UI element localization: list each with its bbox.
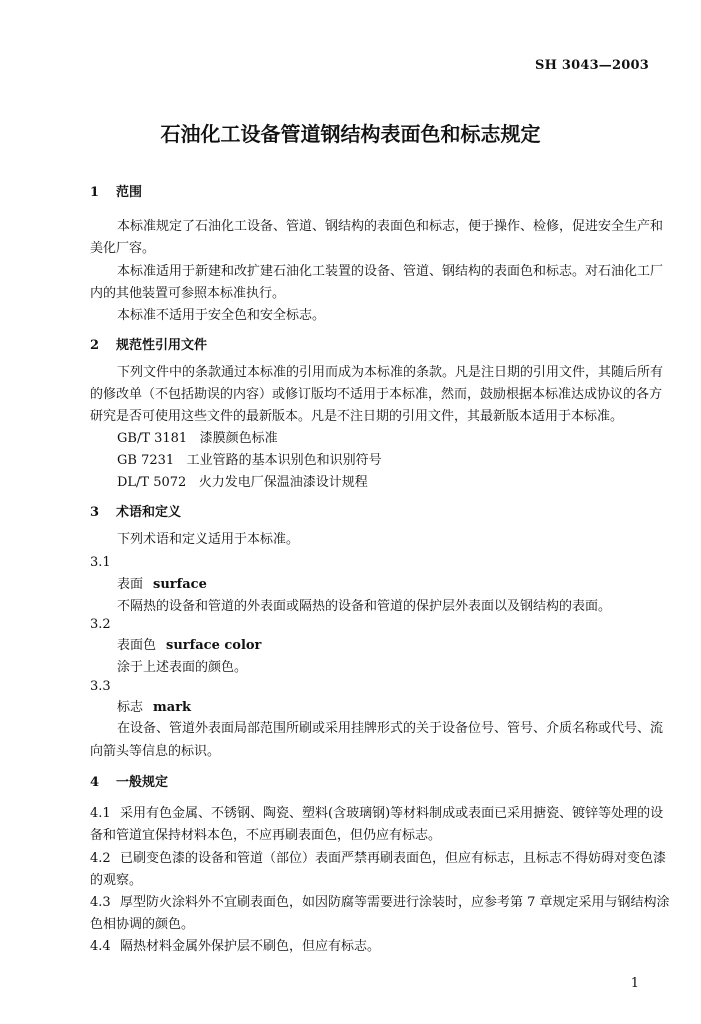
term-chinese: 表面 xyxy=(117,577,144,592)
reference-code: DL/T 5072 xyxy=(117,475,187,490)
section-1-heading xyxy=(90,185,652,201)
term-chinese: 标志 xyxy=(117,700,144,715)
section-4-heading xyxy=(90,775,652,791)
page-title: 石油化工设备管道钢结构表面色和标志规定 xyxy=(160,122,541,146)
section-number: 1 xyxy=(90,185,100,200)
paragraph-line: 下列文件中的条款通过本标准的引用而成为本标准的条款。凡是注日期的引用文件，其随后所有 xyxy=(117,365,664,380)
paragraph-line: 的修改单（不包括勘误的内容）或修订版均不适用于本标准，然而，鼓励根据本标准达成协议的各方 xyxy=(90,387,663,402)
term-chinese: 表面色 xyxy=(117,638,157,653)
clause-item xyxy=(90,895,670,911)
term-entry xyxy=(117,700,652,716)
clause-text: 色相协调的颜色。 xyxy=(90,917,195,932)
reference-item xyxy=(117,431,679,447)
paragraph-line: 美化厂容。 xyxy=(90,241,156,256)
clause-number: 3.2 xyxy=(90,617,111,632)
section-2-heading xyxy=(90,338,652,354)
paragraph-line: 研究是否可使用这些文件的最新版本。凡是不注日期的引用文件，其最新版本适用于本标准。 xyxy=(90,409,624,424)
section-number: 3 xyxy=(90,505,100,520)
clause-text: 隔热材料金属外保护层不刷色，但应有标志。 xyxy=(120,939,381,954)
term-definition: 不隔热的设备和管道的外表面或隔热的设备和管道的保护层外表面以及钢结构的表面。 xyxy=(117,599,612,614)
clause-number: 4.3 xyxy=(90,895,111,910)
clause-number: 3.1 xyxy=(90,555,111,570)
reference-name: 漆膜颜色标准 xyxy=(199,431,278,446)
paragraph-line: 本标准规定了石油化工设备、管道、钢结构的表面色和标志，便于操作、检修，促进安全生产和 xyxy=(117,219,664,234)
paragraph-line: 本标准适用于新建和改扩建石油化工装置的设备、管道、钢结构的表面色和标志。对石油化工厂 xyxy=(117,264,664,279)
clause-text: 备和管道宜保持材料本色，不应再刷表面色，但仍应有标志。 xyxy=(90,828,442,843)
term-english: surface color xyxy=(166,638,262,653)
term-definition: 在设备、管道外表面局部范围所刷或采用挂牌形式的关于设备位号、管号、介质名称或代号、流 xyxy=(117,721,664,736)
clause-item xyxy=(90,939,652,955)
page-number: 1 xyxy=(630,976,639,991)
reference-item xyxy=(117,453,679,469)
clause-number: 4.4 xyxy=(90,939,111,954)
reference-item xyxy=(117,475,679,491)
section-3-heading xyxy=(90,505,652,521)
clause-number: 3.3 xyxy=(90,679,111,694)
term-english: mark xyxy=(153,700,192,715)
term-english: surface xyxy=(153,577,207,592)
clause-text: 已刷变色漆的设备和管道（部位）表面严禁再刷表面色，但应有标志，且标志不得妨碍对变色漆 xyxy=(120,851,667,866)
section-title: 一般规定 xyxy=(116,775,169,790)
section-number: 2 xyxy=(90,338,100,353)
section-title: 规范性引用文件 xyxy=(116,338,208,353)
clause-item xyxy=(90,851,667,867)
clause-text: 厚型防火涂料外不宜刷表面色，如因防腐等需要进行涂装时，应参考第 7 章规定采用与钢结构涂 xyxy=(120,895,670,910)
section-number: 4 xyxy=(90,775,100,790)
reference-name: 工业管路的基本识别色和识别符号 xyxy=(186,453,382,468)
term-entry xyxy=(117,577,652,593)
clause-text: 采用有色金属、不锈钢、陶瓷、塑料(含玻璃钢)等材料制成或表面已采用搪瓷、镀锌等处理的设 xyxy=(120,806,664,821)
paragraph-line: 本标准不适用于安全色和安全标志。 xyxy=(117,308,326,323)
reference-code: GB 7231 xyxy=(117,453,175,468)
reference-code: GB/T 3181 xyxy=(117,431,188,446)
paragraph-line: 内的其他装置可参照本标准执行。 xyxy=(90,286,286,301)
term-definition: 向箭头等信息的标识。 xyxy=(90,744,221,759)
clause-number: 4.1 xyxy=(90,806,111,821)
clause-number: 4.2 xyxy=(90,851,111,866)
document-code: SH 3043—2003 xyxy=(535,58,649,73)
clause-text: 的观察。 xyxy=(90,873,143,888)
section-title: 范围 xyxy=(116,185,143,200)
reference-name: 火力发电厂保温油漆设计规程 xyxy=(198,475,368,490)
clause-item xyxy=(90,806,664,822)
section-title: 术语和定义 xyxy=(116,505,182,520)
term-definition: 涂于上述表面的颜色。 xyxy=(117,660,248,675)
term-entry xyxy=(117,638,652,654)
paragraph-line: 下列术语和定义适用于本标准。 xyxy=(117,532,300,547)
